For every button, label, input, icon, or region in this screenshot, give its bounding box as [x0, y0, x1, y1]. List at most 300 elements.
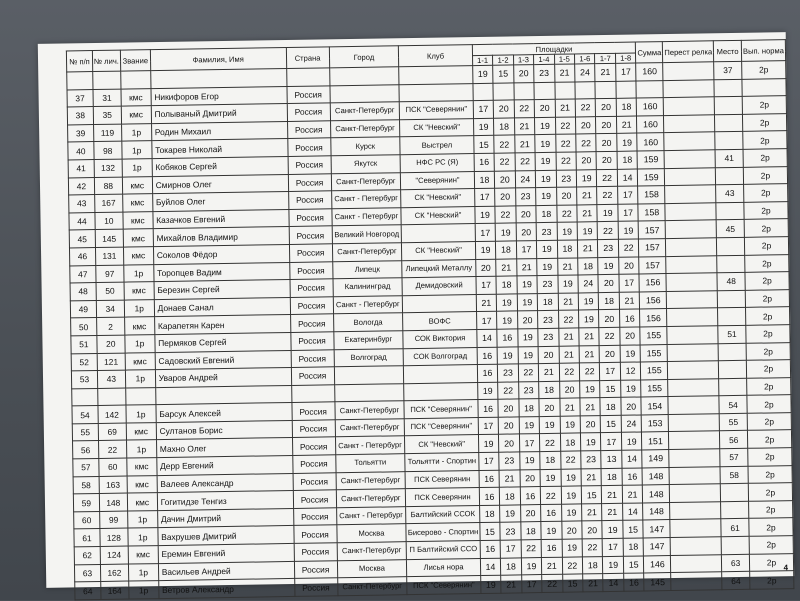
cell-round-score: 22: [598, 222, 619, 240]
cell-norm: 2р: [742, 96, 786, 114]
cell-round-score: 18: [540, 451, 561, 469]
cell-club: Демидовский: [402, 277, 476, 296]
cell-license: 167: [94, 194, 122, 212]
cell-norm: 2р: [749, 500, 793, 518]
cell-city: Санкт - Петербург: [333, 295, 403, 314]
cell-norm: 2р: [747, 395, 791, 413]
cell-country: Россия: [293, 490, 336, 508]
cell-city: [329, 67, 399, 86]
cell-place: 63: [722, 554, 750, 572]
cell-license: 2: [96, 317, 124, 335]
cell-club: [404, 382, 478, 401]
cell-country: Россия: [291, 367, 334, 385]
cell-shootoff: [668, 361, 719, 379]
cell-round-score: 19: [621, 380, 642, 398]
cell-round-score: [534, 82, 555, 100]
cell-shootoff: [667, 290, 718, 308]
cell-place: [715, 132, 743, 150]
cell-name: Махно Олег: [156, 438, 292, 458]
cell-round-score: 17: [616, 63, 637, 81]
cell-sum: 158: [638, 203, 665, 221]
cell-round-score: 19: [517, 293, 538, 311]
cell-place: [720, 484, 748, 502]
cell-rank: 1р: [128, 563, 158, 581]
cell-country: Россия: [288, 209, 331, 227]
cell-round-score: 17: [478, 417, 499, 435]
cell-shootoff: [671, 572, 722, 590]
cell-num: 41: [68, 160, 94, 178]
cell-round-score: 22: [560, 451, 581, 469]
cell-round-score: 16: [497, 329, 518, 347]
cell-num: 56: [73, 441, 99, 459]
cell-sum: 155: [640, 326, 667, 344]
cell-sum: 155: [641, 379, 668, 397]
cell-round-score: 22: [498, 382, 519, 400]
cell-round-score: 20: [600, 345, 621, 363]
cell-round-score: 19: [480, 575, 501, 593]
cell-round-score: 19: [576, 169, 597, 187]
cell-round-score: 21: [538, 363, 559, 381]
cell-round-score: 23: [536, 223, 557, 241]
cell-sum: 154: [641, 397, 668, 415]
cell-round-score: 19: [537, 258, 558, 276]
cell-round-score: 16: [477, 364, 498, 382]
cell-round-score: 20: [516, 205, 537, 223]
cell-round-score: 20: [539, 399, 560, 417]
cell-round-score: 17: [475, 224, 496, 242]
cell-round-score: 18: [479, 505, 500, 523]
cell-country: Россия: [290, 297, 333, 315]
cell-round-score: 21: [514, 117, 535, 135]
cell-round-score: 20: [534, 99, 555, 117]
cell-sum: 156: [640, 291, 667, 309]
cell-country: Россия: [293, 472, 336, 490]
cell-shootoff: [665, 185, 716, 203]
cell-norm: 2р: [748, 465, 792, 483]
cell-norm: 2р: [746, 325, 790, 343]
cell-country: Россия: [288, 156, 331, 174]
cell-sum: 148: [643, 502, 670, 520]
cell-round-score: 15: [623, 556, 644, 574]
cell-round-score: 19: [579, 310, 600, 328]
cell-city: Санкт-Петербург: [330, 120, 400, 139]
cell-name: Родин Михаил: [151, 121, 287, 141]
cell-round-score: 16: [619, 309, 640, 327]
cell-rank: 1р: [125, 370, 155, 388]
cell-round-score: 15: [562, 574, 583, 592]
cell-club: СК "Невский": [405, 435, 479, 454]
cell-round-score: 20: [516, 223, 537, 241]
cell-license: 98: [94, 141, 122, 159]
cell-sum: 156: [640, 309, 667, 327]
col-place: Место: [714, 40, 742, 61]
cell-sum: 160: [637, 98, 664, 116]
cell-round-score: 17: [603, 538, 624, 556]
cell-round-score: 22: [579, 363, 600, 381]
cell-round-score: 16: [478, 400, 499, 418]
cell-round-score: 19: [598, 257, 619, 275]
cell-shootoff: [665, 167, 716, 185]
cell-round-score: 19: [540, 469, 561, 487]
cell-name: Уваров Андрей: [155, 368, 291, 388]
cell-norm: 2р: [745, 272, 789, 290]
cell-round-score: 21: [558, 293, 579, 311]
cell-license: 88: [94, 177, 122, 195]
cell-round-score: 19: [539, 416, 560, 434]
cell-num: [72, 388, 98, 406]
cell-club: ПСК "Северянин": [400, 101, 474, 120]
cell-sum: 156: [639, 274, 666, 292]
cell-round-score: 20: [621, 397, 642, 415]
cell-rank: кмс: [128, 546, 158, 564]
col-name: Фамилия, Имя: [150, 48, 286, 71]
cell-num: 39: [68, 124, 94, 142]
cell-round-score: 21: [557, 257, 578, 275]
cell-place: [721, 536, 749, 554]
cell-round-score: 21: [595, 63, 616, 81]
cell-license: 20: [97, 335, 125, 353]
cell-country: Россия: [293, 508, 336, 526]
cell-shootoff: [668, 378, 719, 396]
cell-num: 50: [71, 318, 97, 336]
cell-round-score: 21: [577, 204, 598, 222]
cell-country: Россия: [292, 402, 335, 420]
cell-city: Москва: [336, 524, 406, 543]
col-round-7: 1-7: [595, 53, 616, 63]
cell-round-score: 24: [515, 170, 536, 188]
cell-round-score: 20: [575, 116, 596, 134]
cell-club: НФС РС (Я): [400, 154, 474, 173]
cell-round-score: 17: [519, 434, 540, 452]
col-rank: Звание: [120, 50, 150, 71]
cell-city: Санкт - Петербург: [331, 207, 401, 226]
cell-shootoff: [670, 502, 721, 520]
cell-rank: кмс: [121, 88, 151, 106]
cell-norm: 2р: [744, 219, 788, 237]
cell-round-score: 19: [578, 292, 599, 310]
cell-norm: 2р: [744, 237, 788, 255]
cell-round-score: [575, 81, 596, 99]
col-round-4: 1-4: [534, 54, 555, 64]
cell-rank: кмс: [126, 422, 156, 440]
cell-country: Россия: [294, 560, 337, 578]
cell-round-score: 22: [556, 152, 577, 170]
cell-city: Якутск: [331, 155, 401, 174]
cell-round-score: 19: [475, 206, 496, 224]
cell-place: 57: [720, 448, 748, 466]
cell-country: [291, 384, 334, 402]
cell-place: 56: [720, 431, 748, 449]
cell-club: ПСК "Северянин": [405, 417, 479, 436]
cell-round-score: 15: [623, 520, 644, 538]
cell-shootoff: [667, 343, 718, 361]
cell-round-score: 17: [476, 276, 497, 294]
cell-round-score: 19: [518, 346, 539, 364]
cell-round-score: 23: [598, 239, 619, 257]
cell-round-score: 21: [542, 557, 563, 575]
cell-round-score: 20: [619, 257, 640, 275]
cell-club: СК "Невский": [400, 118, 474, 137]
cell-round-score: 22: [495, 206, 516, 224]
cell-round-score: 20: [493, 100, 514, 118]
cell-license: 148: [99, 493, 127, 511]
cell-num: 52: [71, 353, 97, 371]
page-number: 4: [783, 563, 789, 573]
cell-round-score: 22: [514, 100, 535, 118]
cell-rank: кмс: [121, 106, 151, 124]
cell-rank: кмс: [125, 352, 155, 370]
cell-shootoff: [664, 132, 715, 150]
cell-shootoff: [665, 220, 716, 238]
col-round-3: 1-3: [513, 55, 534, 65]
cell-round-score: 19: [577, 222, 598, 240]
cell-round-score: 18: [539, 381, 560, 399]
cell-place: [721, 501, 749, 519]
col-grounds: Площадки: [472, 42, 636, 56]
cell-round-score: 21: [582, 503, 603, 521]
cell-num: 54: [72, 406, 98, 424]
cell-norm: 2р: [750, 571, 794, 589]
cell-name: [155, 385, 291, 405]
cell-round-score: 23: [556, 170, 577, 188]
cell-round-score: 19: [496, 294, 517, 312]
cell-country: Россия: [287, 103, 330, 121]
cell-place: 61: [721, 519, 749, 537]
cell-norm: 2р: [746, 342, 790, 360]
cell-country: Россия: [289, 244, 332, 262]
cell-city: [334, 383, 404, 402]
cell-club: [404, 365, 478, 384]
cell-name: Карапетян Карен: [154, 315, 290, 335]
cell-norm: 2р: [748, 448, 792, 466]
cell-round-score: 22: [576, 134, 597, 152]
cell-round-score: 20: [495, 188, 516, 206]
cell-round-score: 12: [620, 362, 641, 380]
cell-round-score: 16: [474, 153, 495, 171]
cell-name: Березин Сергей: [154, 280, 290, 300]
cell-round-score: 17: [619, 274, 640, 292]
cell-round-score: 18: [496, 241, 517, 259]
cell-shootoff: [669, 466, 720, 484]
cell-shootoff: [664, 150, 715, 168]
cell-rank: кмс: [127, 493, 157, 511]
cell-round-score: 22: [494, 135, 515, 153]
cell-round-score: 19: [597, 204, 618, 222]
cell-round-score: 21: [622, 485, 643, 503]
cell-club: ПСК Северянин: [405, 470, 479, 489]
cell-license: 35: [93, 106, 121, 124]
cell-round-score: [514, 82, 535, 100]
cell-country: Россия: [292, 420, 335, 438]
cell-round-score: 18: [600, 398, 621, 416]
cell-shootoff: [666, 273, 717, 291]
cell-round-score: 21: [559, 345, 580, 363]
col-round-2: 1-2: [493, 55, 514, 65]
results-table: [66, 39, 795, 600]
cell-round-score: 20: [559, 381, 580, 399]
cell-round-score: 21: [496, 258, 517, 276]
cell-round-score: 21: [602, 486, 623, 504]
cell-club: ПСК "Северянин": [407, 576, 481, 595]
cell-city: Санкт-Петербург: [337, 577, 407, 596]
cell-round-score: 23: [518, 381, 539, 399]
cell-name: Васильев Андрей: [158, 561, 294, 581]
cell-round-score: 19: [500, 505, 521, 523]
cell-rank: кмс: [122, 194, 152, 212]
cell-round-score: 16: [477, 347, 498, 365]
col-country: Страна: [286, 47, 329, 69]
cell-round-score: 18: [474, 171, 495, 189]
cell-country: [286, 68, 329, 86]
cell-round-score: 18: [519, 399, 540, 417]
cell-round-score: 21: [616, 116, 637, 134]
cell-country: Россия: [287, 138, 330, 156]
cell-place: 54: [719, 396, 747, 414]
cell-num: 38: [67, 107, 93, 125]
cell-round-score: 21: [577, 187, 598, 205]
cell-round-score: 22: [540, 486, 561, 504]
cell-city: Санкт - Петербург: [336, 507, 406, 526]
cell-rank: кмс: [124, 317, 154, 335]
cell-name: Гогитидзе Тенгиз: [157, 491, 293, 511]
cell-city: Тольятти: [335, 454, 405, 473]
cell-round-score: 18: [494, 118, 515, 136]
cell-round-score: 19: [560, 416, 581, 434]
cell-norm: 2р: [745, 254, 789, 272]
cell-sum: 157: [639, 221, 666, 239]
cell-round-score: 20: [596, 134, 617, 152]
cell-license: 69: [98, 423, 126, 441]
cell-round-score: 19: [558, 275, 579, 293]
cell-city: Липецк: [332, 260, 402, 279]
cell-sum: 160: [637, 115, 664, 133]
cell-round-score: 18: [601, 468, 622, 486]
cell-round-score: 19: [535, 117, 556, 135]
cell-round-score: 19: [517, 276, 538, 294]
cell-city: Санкт-Петербург: [336, 489, 406, 508]
cell-norm: 2р: [747, 430, 791, 448]
cell-sum: 159: [638, 168, 665, 186]
cell-sum: 158: [638, 186, 665, 204]
cell-shootoff: [667, 326, 718, 344]
cell-round-score: 20: [598, 274, 619, 292]
cell-round-score: 21: [555, 99, 576, 117]
cell-city: Волгоград: [334, 348, 404, 367]
cell-round-score: 22: [556, 205, 577, 223]
cell-name: Михайлов Владимир: [153, 227, 289, 247]
cell-round-score: 20: [495, 170, 516, 188]
cell-city: Курск: [330, 137, 400, 156]
cell-round-score: 19: [535, 135, 556, 153]
col-city: Город: [329, 46, 399, 68]
cell-round-score: 16: [624, 573, 645, 591]
cell-round-score: 22: [515, 153, 536, 171]
cell-city: Санкт-Петербург: [330, 102, 400, 121]
cell-name: Султанов Борис: [156, 420, 292, 440]
cell-norm: 2р: [749, 553, 793, 571]
cell-round-score: 18: [623, 538, 644, 556]
cell-sum: 159: [637, 151, 664, 169]
cell-round-score: 18: [496, 276, 517, 294]
cell-license: 99: [99, 511, 127, 529]
cell-name: Казачков Евгений: [153, 209, 289, 229]
cell-city: Санкт-Петербург: [334, 401, 404, 420]
cell-country: Россия: [288, 191, 331, 209]
cell-rank: 1р: [128, 528, 158, 546]
cell-sum: 153: [642, 414, 669, 432]
cell-round-score: 19: [602, 521, 623, 539]
cell-round-score: 18: [616, 98, 637, 116]
cell-name: Буйлов Олег: [152, 192, 288, 212]
cell-license: 131: [95, 247, 123, 265]
cell-round-score: 17: [618, 186, 639, 204]
cell-norm: 2р: [747, 412, 791, 430]
cell-club: СОК Виктория: [403, 329, 477, 348]
cell-round-score: 15: [493, 65, 514, 83]
cell-license: 162: [100, 564, 128, 582]
cell-round-score: 17: [601, 433, 622, 451]
cell-rank: 1р: [122, 159, 152, 177]
cell-city: Екатеринбург: [333, 331, 403, 350]
cell-license: 43: [97, 370, 125, 388]
cell-round-score: 23: [538, 311, 559, 329]
cell-num: 48: [70, 283, 96, 301]
cell-city: [329, 84, 399, 103]
cell-club: П Балтийский ССО: [406, 541, 480, 560]
cell-round-score: 20: [599, 310, 620, 328]
cell-round-score: 18: [617, 151, 638, 169]
cell-place: [714, 79, 742, 97]
cell-rank: 1р: [127, 510, 157, 528]
cell-name: Кобяков Сергей: [152, 156, 288, 176]
cell-club: ПСК "Северянин": [404, 400, 478, 419]
cell-num: 59: [73, 494, 99, 512]
cell-round-score: 15: [480, 523, 501, 541]
cell-club: [399, 83, 473, 102]
cell-rank: кмс: [124, 282, 154, 300]
cell-country: Россия: [289, 226, 332, 244]
cell-sum: 155: [641, 362, 668, 380]
cell-name: Барсук Алексей: [156, 403, 292, 423]
cell-round-score: 19: [473, 118, 494, 136]
cell-country: Россия: [289, 261, 332, 279]
cell-round-score: 23: [538, 328, 559, 346]
cell-round-score: 19: [621, 432, 642, 450]
cell-round-score: 21: [559, 398, 580, 416]
cell-city: Санкт-Петербург: [335, 419, 405, 438]
cell-place: [717, 255, 745, 273]
cell-round-score: 19: [537, 240, 558, 258]
cell-rank: кмс: [123, 211, 153, 229]
cell-place: [716, 202, 744, 220]
cell-shootoff: [663, 79, 714, 97]
cell-club: СК "Невский": [402, 241, 476, 260]
cell-round-score: 19: [521, 557, 542, 575]
cell-round-score: 21: [554, 64, 575, 82]
cell-round-score: 21: [577, 240, 598, 258]
col-sum: Сумма: [636, 42, 663, 63]
cell-place: [717, 290, 745, 308]
cell-round-score: 15: [601, 415, 622, 433]
cell-round-score: 15: [474, 136, 495, 154]
cell-club: СОК Волгоград: [403, 347, 477, 366]
cell-num: [67, 72, 93, 90]
cell-round-score: 14: [622, 503, 643, 521]
cell-club: Выстрел: [400, 136, 474, 155]
cell-round-score: 19: [519, 452, 540, 470]
cell-place: 58: [720, 466, 748, 484]
cell-round-score: 19: [535, 170, 556, 188]
